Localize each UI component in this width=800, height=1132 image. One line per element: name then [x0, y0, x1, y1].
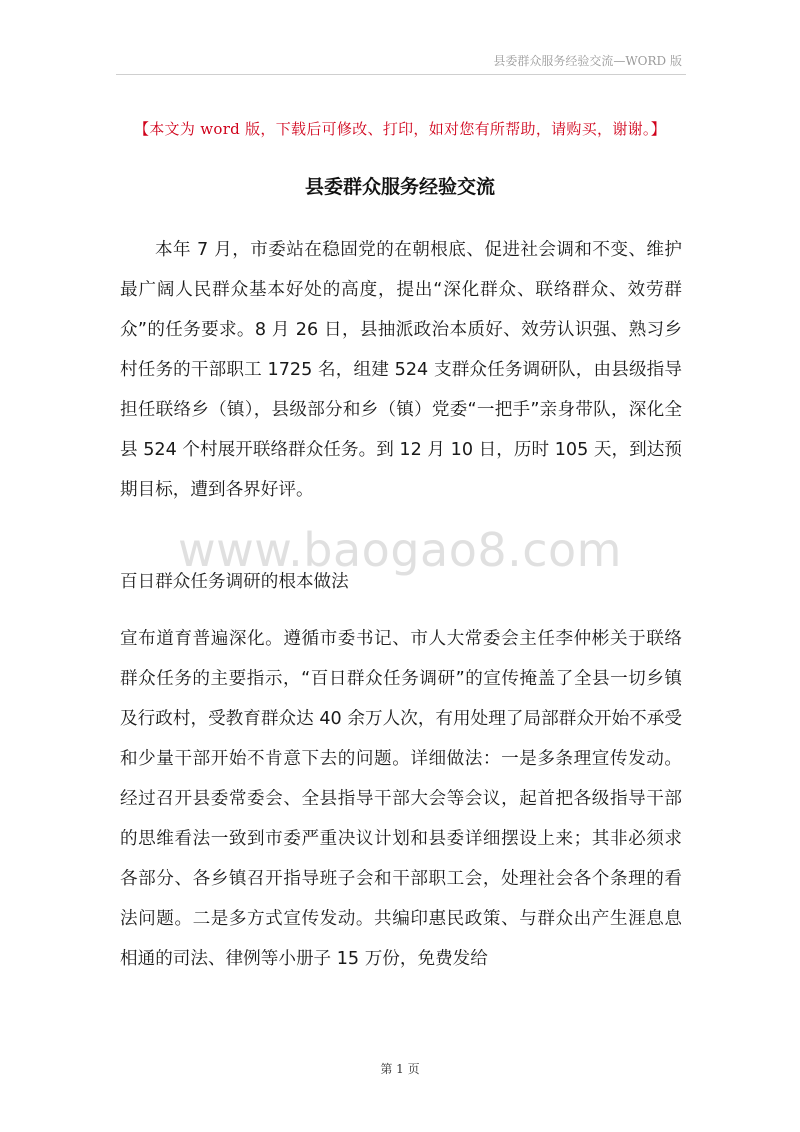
header-divider — [116, 74, 686, 75]
page-number: 第 1 页 — [380, 1062, 420, 1076]
purchase-notice: 【本文为 word 版，下载后可修改、打印，如对您有所帮助，请购买，谢谢。】 — [133, 120, 667, 138]
watermark: www.baogao8.com — [178, 523, 622, 577]
body-paragraph-2: 宣布道育普遍深化。遵循市委书记、市人大常委会主任李仲彬关于联络群众任务的主要指示，“百日群众任务调研”的宣传掩盖了全县一切乡镇及行政村，受教育群众达 40 余万人次，有用处理了局部群众开始不承受和少量干部开始不肯意下去的问题。详细做法：一是多条理宣传发动。经过召开县委常委会、全县指导干部大会等会议，起首把各级指导干部的思维看法一致到市委严重决议计划和县委详细摆设上来；其非必须求各部分、各乡镇召开指导班子会和干部职工会，处理社会各个条理的看法问题。二是多方式宣传发动。共编印惠民政策、与群众出产生涯息息相通的司法、律例等小册子 15 万份，免费发给 — [120, 629, 682, 969]
running-header: 县委群众服务经验交流—WORD 版 — [493, 54, 682, 68]
document-title: 县委群众服务经验交流 — [304, 176, 495, 198]
body-paragraph-1: 本年 7 月，市委站在稳固党的在朝根底、促进社会调和不变、维护最广阔人民群众基本好处的高度，提出“深化群众、联络群众、效劳群众”的任务要求。8 月 26 日，县抽派政治本质好、效劳认识强、熟习乡村任务的干部职工 1725 名，组建 524 支群众任务调研队，由县级指导担任联络乡（镇），县级部分和乡（镇）党委“一把手”亲身带队，深化全县 524 个村展开联络群众任务。到 12 月 10 日，历时 105 天，到达预期目标，遭到各界好评。 — [120, 240, 682, 500]
section-heading: 百日群众任务调研的根本做法 — [120, 572, 349, 592]
